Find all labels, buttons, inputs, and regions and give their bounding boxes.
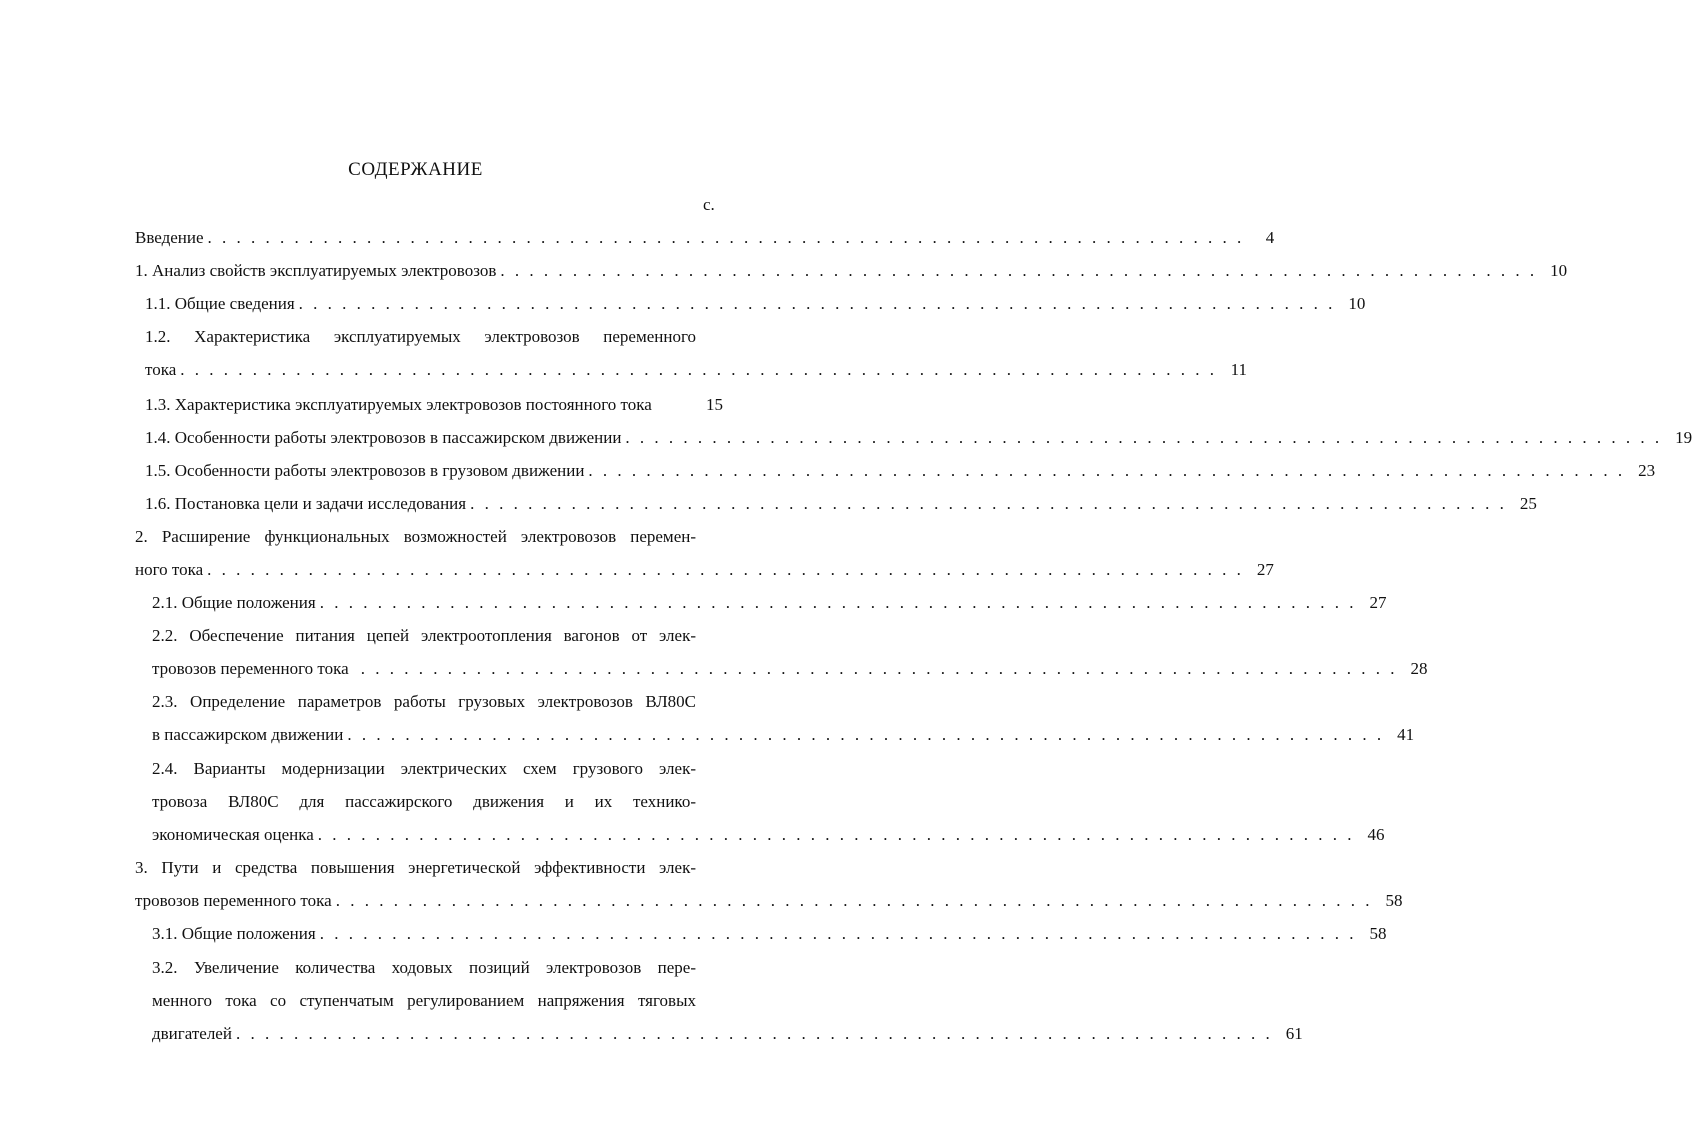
toc-entry[interactable] bbox=[152, 1021, 1303, 1047]
toc-entry-line[interactable] bbox=[152, 756, 696, 782]
toc-entry-line[interactable] bbox=[135, 524, 696, 550]
toc-entry-page: 23 bbox=[1638, 461, 1656, 480]
leader-dots: . . . . . . . . . . . . . . . . . . . . . . . . . . . . . . . . . . . . . . . . . . . . . . . . . . . . . . . . . . . . . . . . . . . . . . . . bbox=[235, 1024, 1273, 1043]
toc-entry[interactable] bbox=[152, 590, 1387, 616]
toc-entry-text: 1. Анализ свойств эксплуатируемых электровозов bbox=[135, 261, 497, 280]
toc-entry[interactable] bbox=[145, 458, 1656, 484]
leader-dots: . . . . . . . . . . . . . . . . . . . . . . . . . . . . . . . . . . . . . . . . . . . . . . . . . . . . . . . . . . . . . . . . . . . . . . . . bbox=[319, 924, 1357, 943]
toc-entry-page: 46 bbox=[1367, 825, 1385, 844]
toc-entry-page: 10 bbox=[1348, 294, 1366, 313]
toc-entry-text: 1.1. Общие сведения bbox=[145, 294, 295, 313]
toc-entry-page: 27 bbox=[1256, 560, 1274, 579]
toc-entry-text-cont: в пассажирском движении bbox=[152, 725, 344, 744]
toc-entry-page: 4 bbox=[1265, 228, 1275, 247]
toc-entry-page: 27 bbox=[1369, 593, 1387, 612]
leader-dots: . . . . . . . . . . . . . . . . . . . . . . . . . . . . . . . . . . . . . . . . . . . . . . . . . . . . . . . . . . . . . . . . . . . . . . . . bbox=[625, 428, 1663, 447]
toc-entry-page: 58 bbox=[1369, 924, 1387, 943]
toc-entry[interactable] bbox=[145, 392, 723, 418]
page-column-label: с. bbox=[703, 195, 715, 214]
toc-entry[interactable] bbox=[135, 557, 1274, 583]
leader-dots: . . . . . . . . . . . . . . . . . . . . . . . . . . . . . . . . . . . . . . . . . . . . . . . . . . . . . . . . . . . . . . . . . . . . . . . . bbox=[319, 593, 1357, 612]
toc-entry[interactable] bbox=[145, 291, 1366, 317]
toc-entry-text: 3. Пути и средства повышения энергетической эффективности элек- bbox=[135, 858, 696, 877]
toc-entry[interactable] bbox=[145, 491, 1537, 517]
toc-entry[interactable] bbox=[135, 888, 1403, 914]
toc-entry-page: 25 bbox=[1519, 494, 1537, 513]
toc-entry[interactable] bbox=[145, 357, 1248, 383]
leader-dots: . . . . . . . . . . . . . . . . . . . . . . . . . . . . . . . . . . . . . . . . . . . . . . . . . . . . . . . . . . . . . . . . . . . . . . . . bbox=[207, 560, 1244, 579]
leader-dots: . . . . . . . . . . . . . . . . . . . . . . . . . . . . . . . . . . . . . . . . . . . . . . . . . . . . . . . . . . . . . . . . . . . . . . . . bbox=[347, 725, 1385, 744]
toc-entry-text-cont: тровозов переменного тока bbox=[135, 891, 332, 910]
toc-entry[interactable] bbox=[145, 425, 1692, 451]
toc-entry-text-cont: тока bbox=[145, 360, 177, 379]
toc-entry-text: 1.5. Особенности работы электровозов в грузовом движении bbox=[145, 461, 585, 480]
toc-entry-page: 61 bbox=[1285, 1024, 1303, 1043]
leader-dots: . . . . . . . . . . . . . . . . . . . . . . . . . . . . . . . . . . . . . . . . . . . . . . . . . . . . . . . . . . . . . . . . . . . . . . . . bbox=[298, 294, 1336, 313]
toc-entry[interactable] bbox=[152, 822, 1385, 848]
toc-entry-text: 2. Расширение функциональных возможностей электровозов перемен- bbox=[135, 527, 696, 546]
toc-entry-page: 11 bbox=[1230, 360, 1248, 379]
toc-entry[interactable] bbox=[152, 921, 1387, 947]
leader-dots: . . . . . . . . . . . . . . . . . . . . . . . . . . . . . . . . . . . . . . . . . . . . . . . . . . . . . . . . . . . . . . . . . . . . . . . . bbox=[335, 891, 1373, 910]
toc-entry-text: 1.3. Характеристика эксплуатируемых электровозов постоянного тока bbox=[145, 395, 652, 414]
page-title: СОДЕРЖАНИЕ bbox=[348, 159, 483, 180]
toc-entry-page: 58 bbox=[1385, 891, 1403, 910]
toc-entry-page: 15 bbox=[706, 395, 723, 414]
toc-entry-text: тровоза ВЛ80С для пассажирского движения и их технико- bbox=[152, 792, 696, 811]
toc-entry-text: Введение bbox=[135, 228, 204, 247]
leader-dots: . . . . . . . . . . . . . . . . . . . . . . . . . . . . . . . . . . . . . . . . . . . . . . . . . . . . . . . . . . . . . . . . . . . . . . . . bbox=[500, 261, 1538, 280]
toc-entry-text: 3.1. Общие положения bbox=[152, 924, 316, 943]
toc-entry-text-cont: экономическая оценка bbox=[152, 825, 314, 844]
toc-entry-line[interactable] bbox=[135, 855, 696, 881]
toc-entry-text: 1.4. Особенности работы электровозов в пассажирском движении bbox=[145, 428, 622, 447]
toc-entry-text: 1.6. Постановка цели и задачи исследования bbox=[145, 494, 467, 513]
toc-entry-line[interactable] bbox=[152, 623, 696, 649]
leader-dots: . . . . . . . . . . . . . . . . . . . . . . . . . . . . . . . . . . . . . . . . . . . . . . . . . . . . . . . . . . . . . . . . . . . . . . . . bbox=[588, 461, 1626, 480]
toc-entry-page: 28 bbox=[1410, 659, 1428, 678]
toc-entry-text: 2.2. Обеспечение питания цепей электроотопления вагонов от элек- bbox=[152, 626, 696, 645]
toc-entry[interactable] bbox=[135, 258, 1568, 284]
toc-entry-line[interactable] bbox=[152, 955, 696, 981]
toc-entry-text: 3.2. Увеличение количества ходовых позиций электровозов пере- bbox=[152, 958, 696, 977]
toc-entry-text-cont: тровозов переменного тока bbox=[152, 659, 349, 678]
leader-dots: . . . . . . . . . . . . . . . . . . . . . . . . . . . . . . . . . . . . . . . . . . . . . . . . . . . . . . . . . . . . . . . . . . . . . . . . bbox=[180, 360, 1218, 379]
toc-entry-page: 10 bbox=[1550, 261, 1568, 280]
toc-entry-text-cont: ного тока bbox=[135, 560, 204, 579]
toc-entry[interactable] bbox=[152, 722, 1415, 748]
leader-dots: . . . . . . . . . . . . . . . . . . . . . . . . . . . . . . . . . . . . . . . . . . . . . . . . . . . . . . . . . . . . . . . . . . . . . . . . bbox=[360, 659, 1398, 678]
toc-entry-page: 41 bbox=[1397, 725, 1415, 744]
toc-entry-line[interactable] bbox=[152, 689, 696, 715]
toc-entry-page: 19 bbox=[1675, 428, 1692, 447]
toc-entry-text-cont: двигателей bbox=[152, 1024, 232, 1043]
toc-entry-line[interactable] bbox=[152, 789, 696, 815]
toc-entry[interactable] bbox=[135, 225, 1275, 251]
leader-dots: . . . . . . . . . . . . . . . . . . . . . . . . . . . . . . . . . . . . . . . . . . . . . . . . . . . . . . . . . . . . . . . . . . . . . . . . bbox=[470, 494, 1507, 513]
leader-dots: . . . . . . . . . . . . . . . . . . . . . . . . . . . . . . . . . . . . . . . . . . . . . . . . . . . . . . . . . . . . . . . . . . . . . . . . bbox=[317, 825, 1355, 844]
toc-entry-line[interactable] bbox=[145, 324, 696, 350]
toc-entry-line[interactable] bbox=[152, 988, 696, 1014]
toc-entry-text: 2.4. Варианты модернизации электрических схем грузового элек- bbox=[152, 759, 696, 778]
toc-entry[interactable] bbox=[152, 656, 1428, 682]
toc-entry-text: менного тока со ступенчатым регулированием напряжения тяговых bbox=[152, 991, 696, 1010]
toc-entry-text: 1.2. Характеристика эксплуатируемых электровозов переменного bbox=[145, 327, 696, 346]
toc-entry-text: 2.1. Общие положения bbox=[152, 593, 316, 612]
toc-entry-text: 2.3. Определение параметров работы грузовых электровозов ВЛ80С bbox=[152, 692, 696, 711]
leader-dots: . . . . . . . . . . . . . . . . . . . . . . . . . . . . . . . . . . . . . . . . . . . . . . . . . . . . . . . . . . . . . . . . . . . . . . . . bbox=[207, 228, 1245, 247]
